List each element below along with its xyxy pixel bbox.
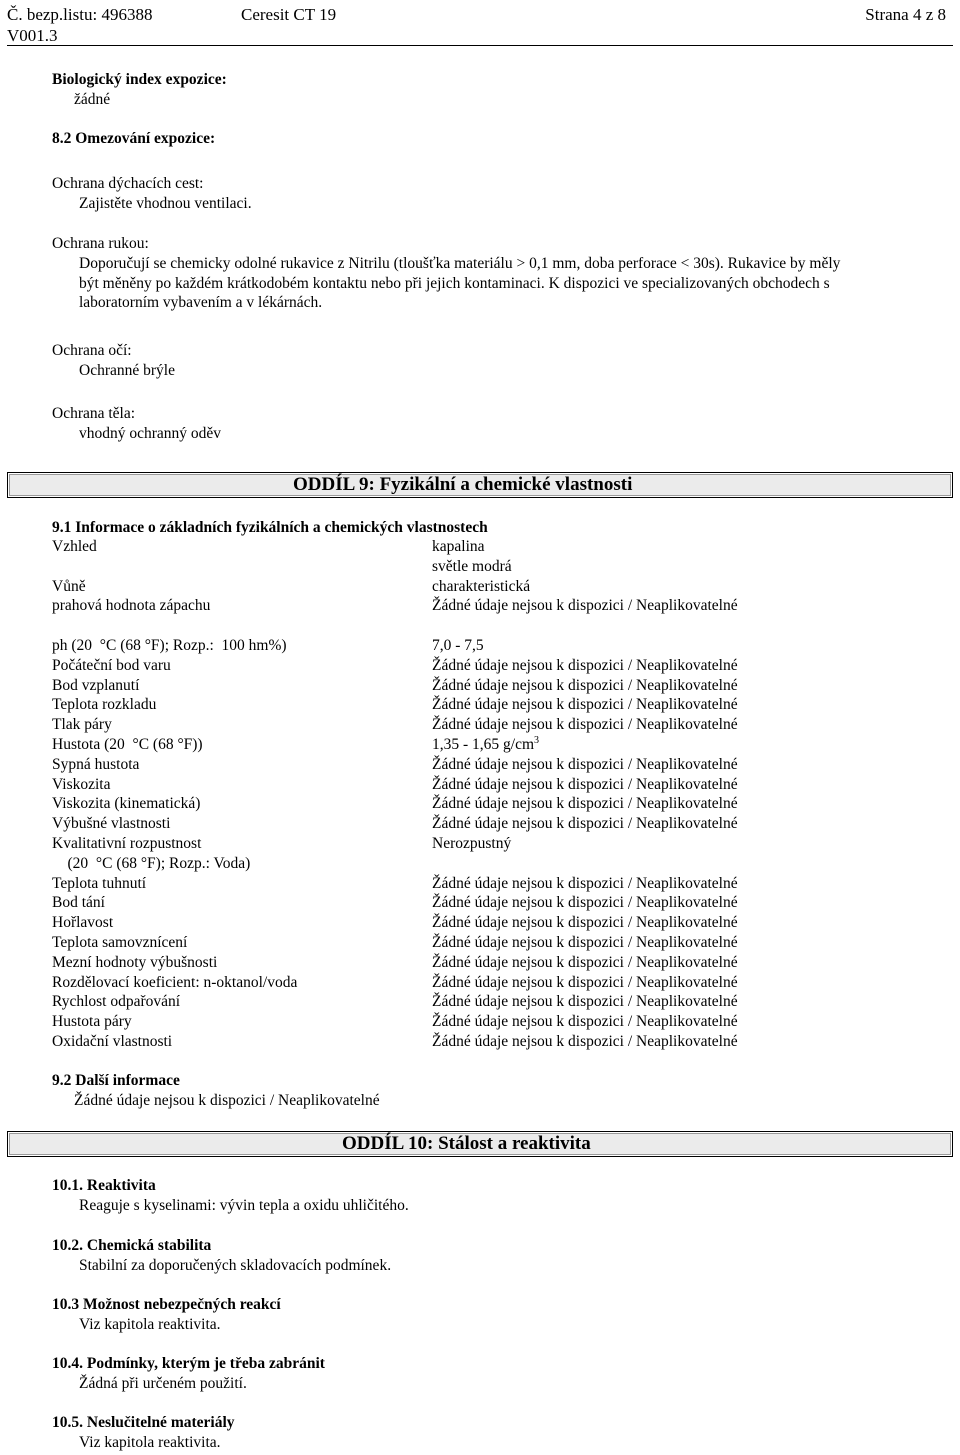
respiratory-title: Ochrana dýchacích cest: — [52, 175, 204, 192]
property-value-text: Žádné údaje nejsou k dispozici / Neaplikovatelné — [432, 775, 738, 793]
subsection-value: Reaguje s kyselinami: vývin tepla a oxidu uhličitého. — [79, 1196, 409, 1214]
biological-index-value: žádné — [74, 90, 111, 108]
property-value — [432, 933, 932, 953]
property-value-text: Žádné údaje nejsou k dispozici / Neaplikovatelné — [432, 874, 738, 892]
property-value-text: Žádné údaje nejsou k dispozici / Neaplikovatelné — [432, 815, 738, 833]
property-value-text: Žádné údaje nejsou k dispozici / Neaplikovatelné — [432, 716, 738, 734]
property-value-text: charakteristická — [432, 577, 531, 595]
property-value — [432, 596, 932, 616]
hand-protection — [52, 234, 932, 313]
unit-exponent: 3 — [534, 734, 540, 746]
property-name: Teplota rozkladu — [52, 696, 157, 714]
hand-line: Doporučují se chemicky odolné rukavice z Nitrilu (tloušťka materiálu > 0,1 mm, doba perforace < 30s). Rukavice by měly — [79, 254, 841, 272]
hand-line: být měněny po každém krátkodobém kontaktu nebo při jejich kontaminaci. K dispozici ve specializovaných obchodech s — [79, 274, 830, 292]
property-value — [432, 874, 932, 894]
property-row — [52, 755, 932, 775]
property-value — [432, 557, 932, 577]
version: V001.3 — [7, 26, 58, 45]
property-name: Viskozita — [52, 775, 111, 793]
property-value — [432, 755, 932, 775]
property-value — [432, 893, 932, 913]
property-name: Bod tání — [52, 894, 105, 912]
property-name: Výbušné vlastnosti — [52, 815, 171, 833]
subsection-title: 10.2. Chemická stabilita — [52, 1237, 212, 1254]
section-10-header — [7, 1131, 953, 1157]
hand-title: Ochrana rukou: — [52, 235, 149, 252]
sds-number: Č. bezp.listu: 496388 — [7, 5, 153, 24]
eye-value: Ochranné brýle — [79, 361, 175, 379]
property-value-text: Žádné údaje nejsou k dispozici / Neaplikovatelné — [432, 1032, 738, 1050]
property-row — [52, 854, 932, 874]
property-value-text: 1,35 - 1,65 g/cm — [432, 735, 535, 753]
property-name: Teplota tuhnutí — [52, 874, 147, 892]
property-value — [432, 953, 932, 973]
product-name: Ceresit CT 19 — [241, 5, 337, 24]
biological-index-title: Biologický index expozice: — [52, 71, 227, 88]
property-value — [432, 577, 932, 597]
property-value — [432, 1012, 932, 1032]
property-row — [52, 656, 932, 676]
subsection-value: Viz kapitola reaktivita. — [79, 1315, 221, 1333]
property-row — [52, 933, 932, 953]
property-value-text: Žádné údaje nejsou k dispozici / Neaplikovatelné — [432, 894, 738, 912]
property-value-text: Žádné údaje nejsou k dispozici / Neaplikovatelné — [432, 973, 738, 991]
property-value — [432, 973, 932, 993]
other-information — [52, 1071, 932, 1111]
property-row — [52, 834, 932, 854]
property-row — [52, 794, 932, 814]
property-row — [52, 1012, 932, 1032]
body-value: vhodný ochranný oděv — [79, 424, 222, 442]
respiratory-protection — [52, 174, 932, 214]
property-value-text: Žádné údaje nejsou k dispozici / Neaplikovatelné — [432, 696, 738, 714]
body-protection — [52, 404, 932, 444]
property-name: (20 °C (68 °F); Rozp.: Voda) — [52, 854, 251, 872]
subsection-title: 10.5. Neslučitelné materiály — [52, 1414, 235, 1431]
property-value-text: Žádné údaje nejsou k dispozici / Neaplikovatelné — [432, 656, 738, 674]
property-value-text: světle modrá — [432, 557, 512, 575]
property-value — [432, 834, 932, 854]
section-10-title: ODDÍL 10: Stálost a reaktivita — [342, 1133, 591, 1154]
subsection-value: Stabilní za doporučených skladovacích podmínek. — [79, 1256, 392, 1274]
property-row — [52, 695, 932, 715]
body-title: Ochrana těla: — [52, 405, 136, 422]
other-information-title: 9.2 Další informace — [52, 1072, 180, 1089]
property-row — [52, 973, 932, 993]
property-value-text: Žádné údaje nejsou k dispozici / Neaplikovatelné — [432, 993, 738, 1011]
exposure-controls-heading: 8.2 Omezování expozice: — [52, 130, 216, 147]
eye-title: Ochrana očí: — [52, 342, 132, 359]
property-value — [432, 695, 932, 715]
property-name: Hořlavost — [52, 914, 114, 932]
property-name — [52, 616, 432, 636]
property-value-text: kapalina — [432, 538, 485, 555]
section-9-header — [7, 472, 953, 498]
subsection-value: Žádná při určeném použití. — [79, 1374, 247, 1392]
property-name: Rychlost odpařování — [52, 993, 181, 1011]
property-row — [52, 992, 932, 1012]
property-value-text: Žádné údaje nejsou k dispozici / Neaplikovatelné — [432, 795, 738, 813]
page-number: Strana 4 z 8 — [865, 5, 946, 24]
property-row — [52, 874, 932, 894]
hand-line: laboratorním vybavením a v lékárnách. — [79, 294, 323, 312]
property-row — [52, 953, 932, 973]
page-header — [7, 3, 953, 46]
section-9-1-title: 9.1 Informace o základních fyzikálních a chemických vlastnostech — [52, 519, 488, 536]
property-row — [52, 596, 932, 616]
property-name: Hustota páry — [52, 1013, 132, 1031]
property-value — [432, 814, 932, 834]
property-row — [52, 616, 932, 636]
property-value — [432, 775, 932, 795]
property-name: Kvalitativní rozpustnost — [52, 834, 202, 852]
property-value — [432, 1032, 932, 1052]
property-row — [52, 913, 932, 933]
incompatible-materials — [52, 1413, 932, 1453]
property-name: prahová hodnota zápachu — [52, 597, 211, 615]
property-value-text: Žádné údaje nejsou k dispozici / Neaplikovatelné — [432, 597, 738, 615]
property-name: Vůně — [52, 577, 86, 595]
property-name: Vzhled — [52, 538, 97, 555]
section-9-title: ODDÍL 9: Fyzikální a chemické vlastnosti — [293, 474, 633, 495]
property-value — [432, 913, 932, 933]
hazardous-reactions — [52, 1295, 932, 1335]
subsection-title: 10.1. Reaktivita — [52, 1177, 156, 1194]
property-value — [432, 992, 932, 1012]
subsection-title: 10.3 Možnost nebezpečných reakcí — [52, 1296, 281, 1313]
property-value-text: Žádné údaje nejsou k dispozici / Neaplikovatelné — [432, 1013, 738, 1031]
property-name: Mezní hodnoty výbušnosti — [52, 953, 218, 971]
property-value — [432, 715, 932, 735]
property-row — [52, 676, 932, 696]
property-value-text: 7,0 - 7,5 — [432, 636, 484, 654]
property-name: Sypná hustota — [52, 755, 140, 773]
property-name: Viskozita (kinematická) — [52, 795, 201, 813]
property-value-text: Nerozpustný — [432, 834, 512, 852]
respiratory-value: Zajistěte vhodnou ventilaci. — [79, 194, 252, 212]
property-name: Rozdělovací koeficient: n-oktanol/voda — [52, 973, 298, 991]
property-name: Tlak páry — [52, 716, 112, 734]
property-row — [52, 537, 932, 557]
property-value — [432, 537, 932, 557]
eye-protection — [52, 341, 932, 381]
property-value — [432, 794, 932, 814]
property-value — [432, 854, 932, 874]
conditions-to-avoid — [52, 1354, 932, 1394]
property-value — [432, 735, 932, 755]
biological-index — [52, 70, 932, 110]
property-name — [52, 557, 432, 577]
property-row — [52, 775, 932, 795]
reactivity — [52, 1176, 932, 1216]
property-row — [52, 636, 932, 656]
property-row — [52, 1032, 932, 1052]
property-value — [432, 676, 932, 696]
property-value — [432, 616, 932, 636]
property-row — [52, 893, 932, 913]
chemical-stability — [52, 1236, 932, 1276]
property-row — [52, 577, 932, 597]
property-value-text: Žádné údaje nejsou k dispozici / Neaplikovatelné — [432, 755, 738, 773]
property-row — [52, 735, 932, 755]
property-row — [52, 814, 932, 834]
property-value-text: Žádné údaje nejsou k dispozici / Neaplikovatelné — [432, 914, 738, 932]
other-information-value: Žádné údaje nejsou k dispozici / Neaplikovatelné — [74, 1091, 380, 1109]
property-row — [52, 557, 932, 577]
properties-table — [52, 537, 932, 1052]
property-name: ph (20 °C (68 °F); Rozp.: 100 hm%) — [52, 636, 287, 654]
property-value-text: Žádné údaje nejsou k dispozici / Neaplikovatelné — [432, 933, 738, 951]
property-name: Hustota (20 °C (68 °F)) — [52, 735, 203, 753]
property-value-text: Žádné údaje nejsou k dispozici / Neaplikovatelné — [432, 953, 738, 971]
property-value — [432, 656, 932, 676]
property-name: Bod vzplanutí — [52, 676, 140, 694]
property-name: Teplota samovznícení — [52, 933, 188, 951]
property-name: Oxidační vlastnosti — [52, 1032, 173, 1050]
property-name: Počáteční bod varu — [52, 656, 171, 674]
subsection-title: 10.4. Podmínky, kterým je třeba zabránit — [52, 1355, 325, 1372]
property-value — [432, 636, 932, 656]
subsection-value: Viz kapitola reaktivita. — [79, 1433, 221, 1451]
property-value-text: Žádné údaje nejsou k dispozici / Neaplikovatelné — [432, 676, 738, 694]
property-row — [52, 715, 932, 735]
header-left — [7, 5, 152, 47]
